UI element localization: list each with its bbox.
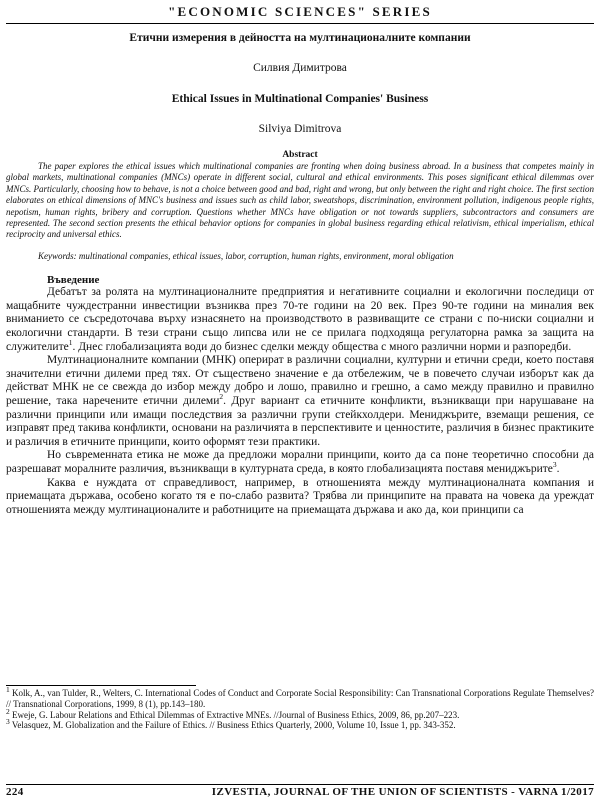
footnote-2: $^2$ Eweje, G. Labour Relations and Ethical Dilemmas of Extractive MNEs. //Journal of Business Ethics, 2009, 86, pp.207–223. xyxy=(6,706,460,720)
series-header: "ECONOMIC SCIENCES" SERIES xyxy=(168,4,432,19)
header-divider xyxy=(6,23,594,24)
body-text xyxy=(6,286,594,517)
author-english: Silviya Dimitrova xyxy=(258,123,342,135)
keywords: Keywords: multinational companies, ethical issues, labor, corruption, human rights, environment, moral obligation xyxy=(38,250,454,261)
footnote-divider xyxy=(6,685,196,686)
footnote-ref-2: 2 xyxy=(219,392,224,402)
body-paragraph-2: Мултинационалните компании (МНК) оперират в различни социални, културни и етични среди, което поставя значителни етични дилеми пред тях. От съществено значение е да отбележим, че в повечето случаи изборът как да действат МНК не се свежда до избор между добро и лошо, правилно и грешно, а само между правилно и правилно решение, така наречените етични дилеми$^2$. Друг вариант са етичните конфликти, възникващи при нарушаване на различни принципи или имащи последствия за различни групи стейкхолдери. Мениджърите, вземащи решения, се изправят пред такива конфликти, основани на различията в перспективите и ценностите, различия в бизнес практиките и различия в етичните принципи, които оформят тези практики. xyxy=(6,354,594,448)
body-paragraph-1: Дебатът за ролята на мултинационалните предприятия и негативните социални и екологични последици от мащабните чуждестранни инвестиции възниква през 70-те години на 20 век. През 90-те години на миналия век вниманието се съсредоточава върху изнасянето на производството в развиващите се страни с по-ниски социални и екологични стандарти. В тези страни също липсва или не се прилага подходяща регулаторна рамка за защита на служителите$^1$. Днес глобализацията води до бизнес сделки между общества с много различни норми и разпоредби. xyxy=(6,286,594,353)
title-bulgarian: Етични измерения в дейността на мултинационалните компании xyxy=(129,32,471,44)
body-paragraph-4: Каква е нуждата от справедливост, например, в отношенията между мултинационалната компания и приемащата държава, особено когато тя е по-слабо развита? Трябва ли принципите на правата на човека да уреждат отношенията между мултинационалите и работниците на приемащата държава и ако да, кои принципи са xyxy=(6,476,594,516)
paper-body xyxy=(6,32,594,517)
footnote-1: $^1$ Kolk, A., van Tulder, R., Welters, C. International Codes of Conduct and Corporate Social Responsibility: Can Transnational Corporations Regulate Themselves? // Transnational Corporations, 1999, 8 (1), pp.143–180. xyxy=(6,685,594,709)
intro-heading: Въведение xyxy=(47,274,100,287)
abstract-text: The paper explores the ethical issues which multinational companies are fronting when doing business abroad. In a business that competes mainly in global markets, multinational companies (MNCs) operate in different social, cultural and ethical environments. This poses significant ethical dilemmas over MNCs. Particularly, choosing how to behave, is not a choice between good and bad, right and wrong, but only between the right and right choice. The first section elaborates on ethical dimensions of MNC's business and issues such as child labor, sweatshops, discrimination, environment pollution, indigenous people rights, nepotism, human rights, bribery and corruption. Questions whether MNCs have obligation or not towards suppliers, subcontractors and consumers are represented. The second section presents the ethical behavior options for companies in global business regarding ethical relativism, ethical imperialism, ethical reciprocity and universal ethics. xyxy=(6,161,594,240)
footer-divider xyxy=(6,784,594,785)
footnote-3: $^3$ Velasquez, M. Globalization and the Failure of Ethics. // Business Ethics Quarterly, 2000, Volume 10, Issue 1, pp. 343-352. xyxy=(6,717,456,731)
footnote-ref-1: 1 xyxy=(68,337,73,347)
footnotes xyxy=(6,685,594,731)
footnote-ref-3: 3 xyxy=(552,460,557,470)
body-paragraph-3: Но съвременната етика не може да предложи морални принципи, които да са поне теоретично способни да разрешават моралните различия, възникващи в културната среда, в която глобализацията поставя мениджърите$^3$. xyxy=(6,449,594,475)
page-number: 224 xyxy=(6,786,24,798)
author-bulgarian: Силвия Димитрова xyxy=(253,62,347,74)
abstract-heading: Abstract xyxy=(282,150,318,160)
journal-name: IZVESTIA, JOURNAL OF THE UNION OF SCIENTISTS - VARNA 1/2017 xyxy=(211,786,594,798)
title-english: Ethical Issues in Multinational Companies' Business xyxy=(171,93,429,105)
